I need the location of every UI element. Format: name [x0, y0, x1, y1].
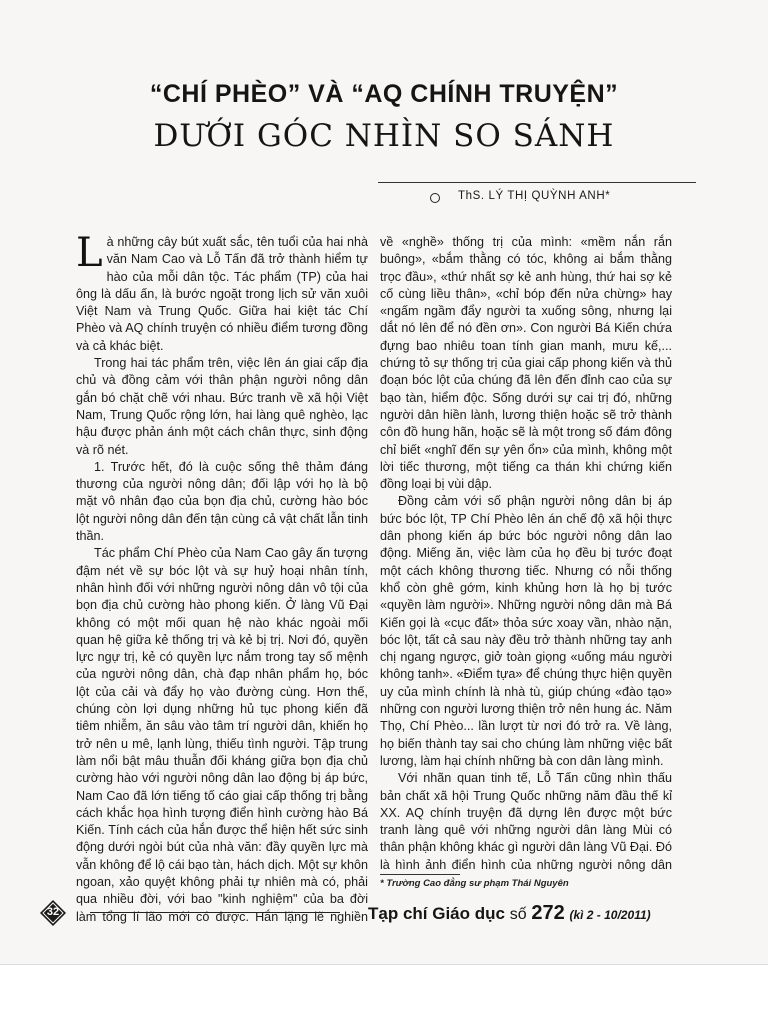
paragraph-2: Trong hai tác phẩm trên, việc lên án giai cấp địa chủ và đồng cảm với thân phận người nông dân gắn bó chặt chẽ với nhau. Bức tranh về xã hội Việt Nam, Trung Quốc rộng lớn, hai làng quê nghèo, lạc hậu được phản ánh một cách chân thực, sinh động và rõ nét.	[76, 356, 368, 457]
journal-so: số	[509, 906, 527, 923]
paragraph-5: về «nghề» thống trị của mình: «mềm nắn rắn buông», «bắm thằng có tóc, không ai bắm thằng trọc đầu», «thứ nhất sợ kẻ anh hùng, thứ hai sợ kẻ cố cùng liều thân», «chỉ bóp đến nửa chừng» hay «ngấm ngầm đẩy người ta xuống sông, nhưng lại dắt nó lên để nó đền ơn». Con người Bá Kiến chứa đựng bao nhiêu toan tính gian manh, mưu kế,... chứng tỏ sự thống trị của giai cấp phong kiến và thủ đoạn bóc lột của chúng đã lên đến đỉnh cao của sự bạo tàn, hiểm độc. Sống dưới sự cai trị đó, những người dân hiền lành, lương thiện hoặc sẽ trở thành côn đồ hung hãn, hoặc sẽ là một trong số đám đông chỉ biết «nghĩ đến sự yên ổn» của mình, không một lời tiếc thương, một tiếng ca thán khi chứng kiến đồng loại bị vùi dập.	[380, 235, 672, 492]
dropcap: L	[76, 234, 103, 276]
paragraph-7: Với nhãn quan tinh tế, Lỗ Tấn cũng nhìn thấu bản chất xã hội Trung Quốc những năm đầu thế kỉ XX. AQ chính truyện đã dựng lên được một bức tranh làng quê với những người dân làng Mùi có thân phận không khác gì người dân làng Vũ Đại. Đó là hình ảnh điển hình của những người nông dân	[380, 771, 672, 872]
right-column	[380, 234, 672, 874]
article-title-line1: “CHÍ PHÈO” VÀ “AQ CHÍNH TRUYỆN”	[149, 80, 619, 108]
footer-rule	[90, 912, 340, 913]
journal-footer	[368, 902, 651, 925]
article-title-line2: DƯỚI GÓC NHÌN SO SÁNH	[153, 118, 615, 154]
author-bullet-icon	[430, 193, 440, 203]
issue-detail: (kì 2 - 10/2011)	[569, 908, 651, 922]
page-number: 32	[46, 906, 60, 918]
paragraph-6: Đồng cảm với số phận người nông dân bị áp bức bóc lột, TP Chí Phèo lên án chế độ xã hội thực dân phong kiến áp bức bóc người nông dân lao động. Miếng ăn, việc làm của họ đều bị tước đoạt một cách không thương tiếc. Nhưng có nỗi thống khổ còn ghê gớm, kinh khủng hơn là họ bị tước «quyền làm người». Những người nông dân mà Bá Kiến gọi là «cục đất» thỏa sức xoay vần, nhào nặn, bóc lột, tất cả sau này đều trở thành những tay anh chị ngang ngược, giở toàn giọng «uống máu người không tanh». «Điểm tựa» để chúng thực hiện quyền uy của mình chính là nhà tù, giúp chúng «đào tạo» những con người lương thiện trở nên hung ác. Năm Thọ, Chí Phèo... lần lượt từ nơi đó trở ra. Về làng, họ biến thành tay sai cho chúng làm những việc bất lương, làm hại chính những bà con dân làng mình.	[380, 494, 672, 768]
paragraph-4: Tác phẩm Chí Phèo của Nam Cao gây ấn tượng đậm nét về sự bóc lột và sự huỷ hoại nhân tính, nhân hình đối với những người nông dân vô tội của bọn địa chủ cường hào phong kiến. Ở làng Vũ Đại không có một mối quan hệ nào khác ngoài mối quan hệ giữa kẻ thống trị và kẻ bị trị. Nơi đó, quyền lực ngự trị, kẻ có quyền lực nắm trong tay số mệnh của người nông dân, chà đạp nhân phẩm họ, bóc lột của cải và đẩy họ vào đường cùng. Hơn thế, chúng còn lợi dụng những hủ tục phong kiến đã tiêm nhiễm, ăn sâu vào tâm trí người dân, khiến họ trở nên u mê, lạnh lùng, thiếu tình người. Tập trung làm nổi bật mâu thuẫn đối kháng giữa bọn địa chủ cường hào với người nông dân lao động bị áp bức, Nam Cao đã lớn tiếng tố cáo giai cấp thống trị bằng cách khắc họa hình tượng điển hình cường hào Bá Kiến. Tính cách của hắn được thể hiện hết sức sinh động dưới ngòi bút của nhà văn: đầy quyền lực mà vẫn không để lộ cái bạo tàn, hách dịch. Một sự khôn ngoan, xảo quyệt không phải tự nhiên mà có, phải qua nhiều đời, với bao "kinh nghiệm" của ba đời làm tổng lí lão mới có được. Hắn lặng lẽ nghiền	[76, 546, 368, 924]
paragraph-3: 1. Trước hết, đó là cuộc sống thê thảm đáng thương của người nông dân; đối lập với họ là bộ mặt vô nhân đạo của bọn địa chủ, cường hào bóc lột người nông dân đến tận cùng cả vật chất lẫn tinh thần.	[76, 459, 368, 544]
author-name: ThS. LÝ THỊ QUỲNH ANH*	[458, 190, 611, 202]
journal-name: Tạp chí Giáo dục	[368, 904, 505, 923]
page-bottom-margin	[0, 964, 768, 1025]
paragraph-1: Là những cây bút xuất sắc, tên tuổi của hai nhà văn Nam Cao và Lỗ Tấn đã trở thành hiểm tự hào của mỗi dân tộc. Tác phẩm (TP) của hai ông là dấu ấn, là bước ngoặt trong lịch sử văn xuôi Việt Nam và Trung Quốc. Giữa hai kiệt tác Chí Phèo và AQ chính truyện có nhiều điểm tương đồng và cả khác biệt.	[76, 234, 368, 353]
footnote: * Trường Cao đẳng sư phạm Thái Nguyên	[380, 878, 569, 889]
author-rule	[378, 182, 696, 183]
issue-number: 272	[531, 902, 565, 924]
footnote-rule	[380, 874, 460, 875]
left-column	[76, 234, 368, 924]
